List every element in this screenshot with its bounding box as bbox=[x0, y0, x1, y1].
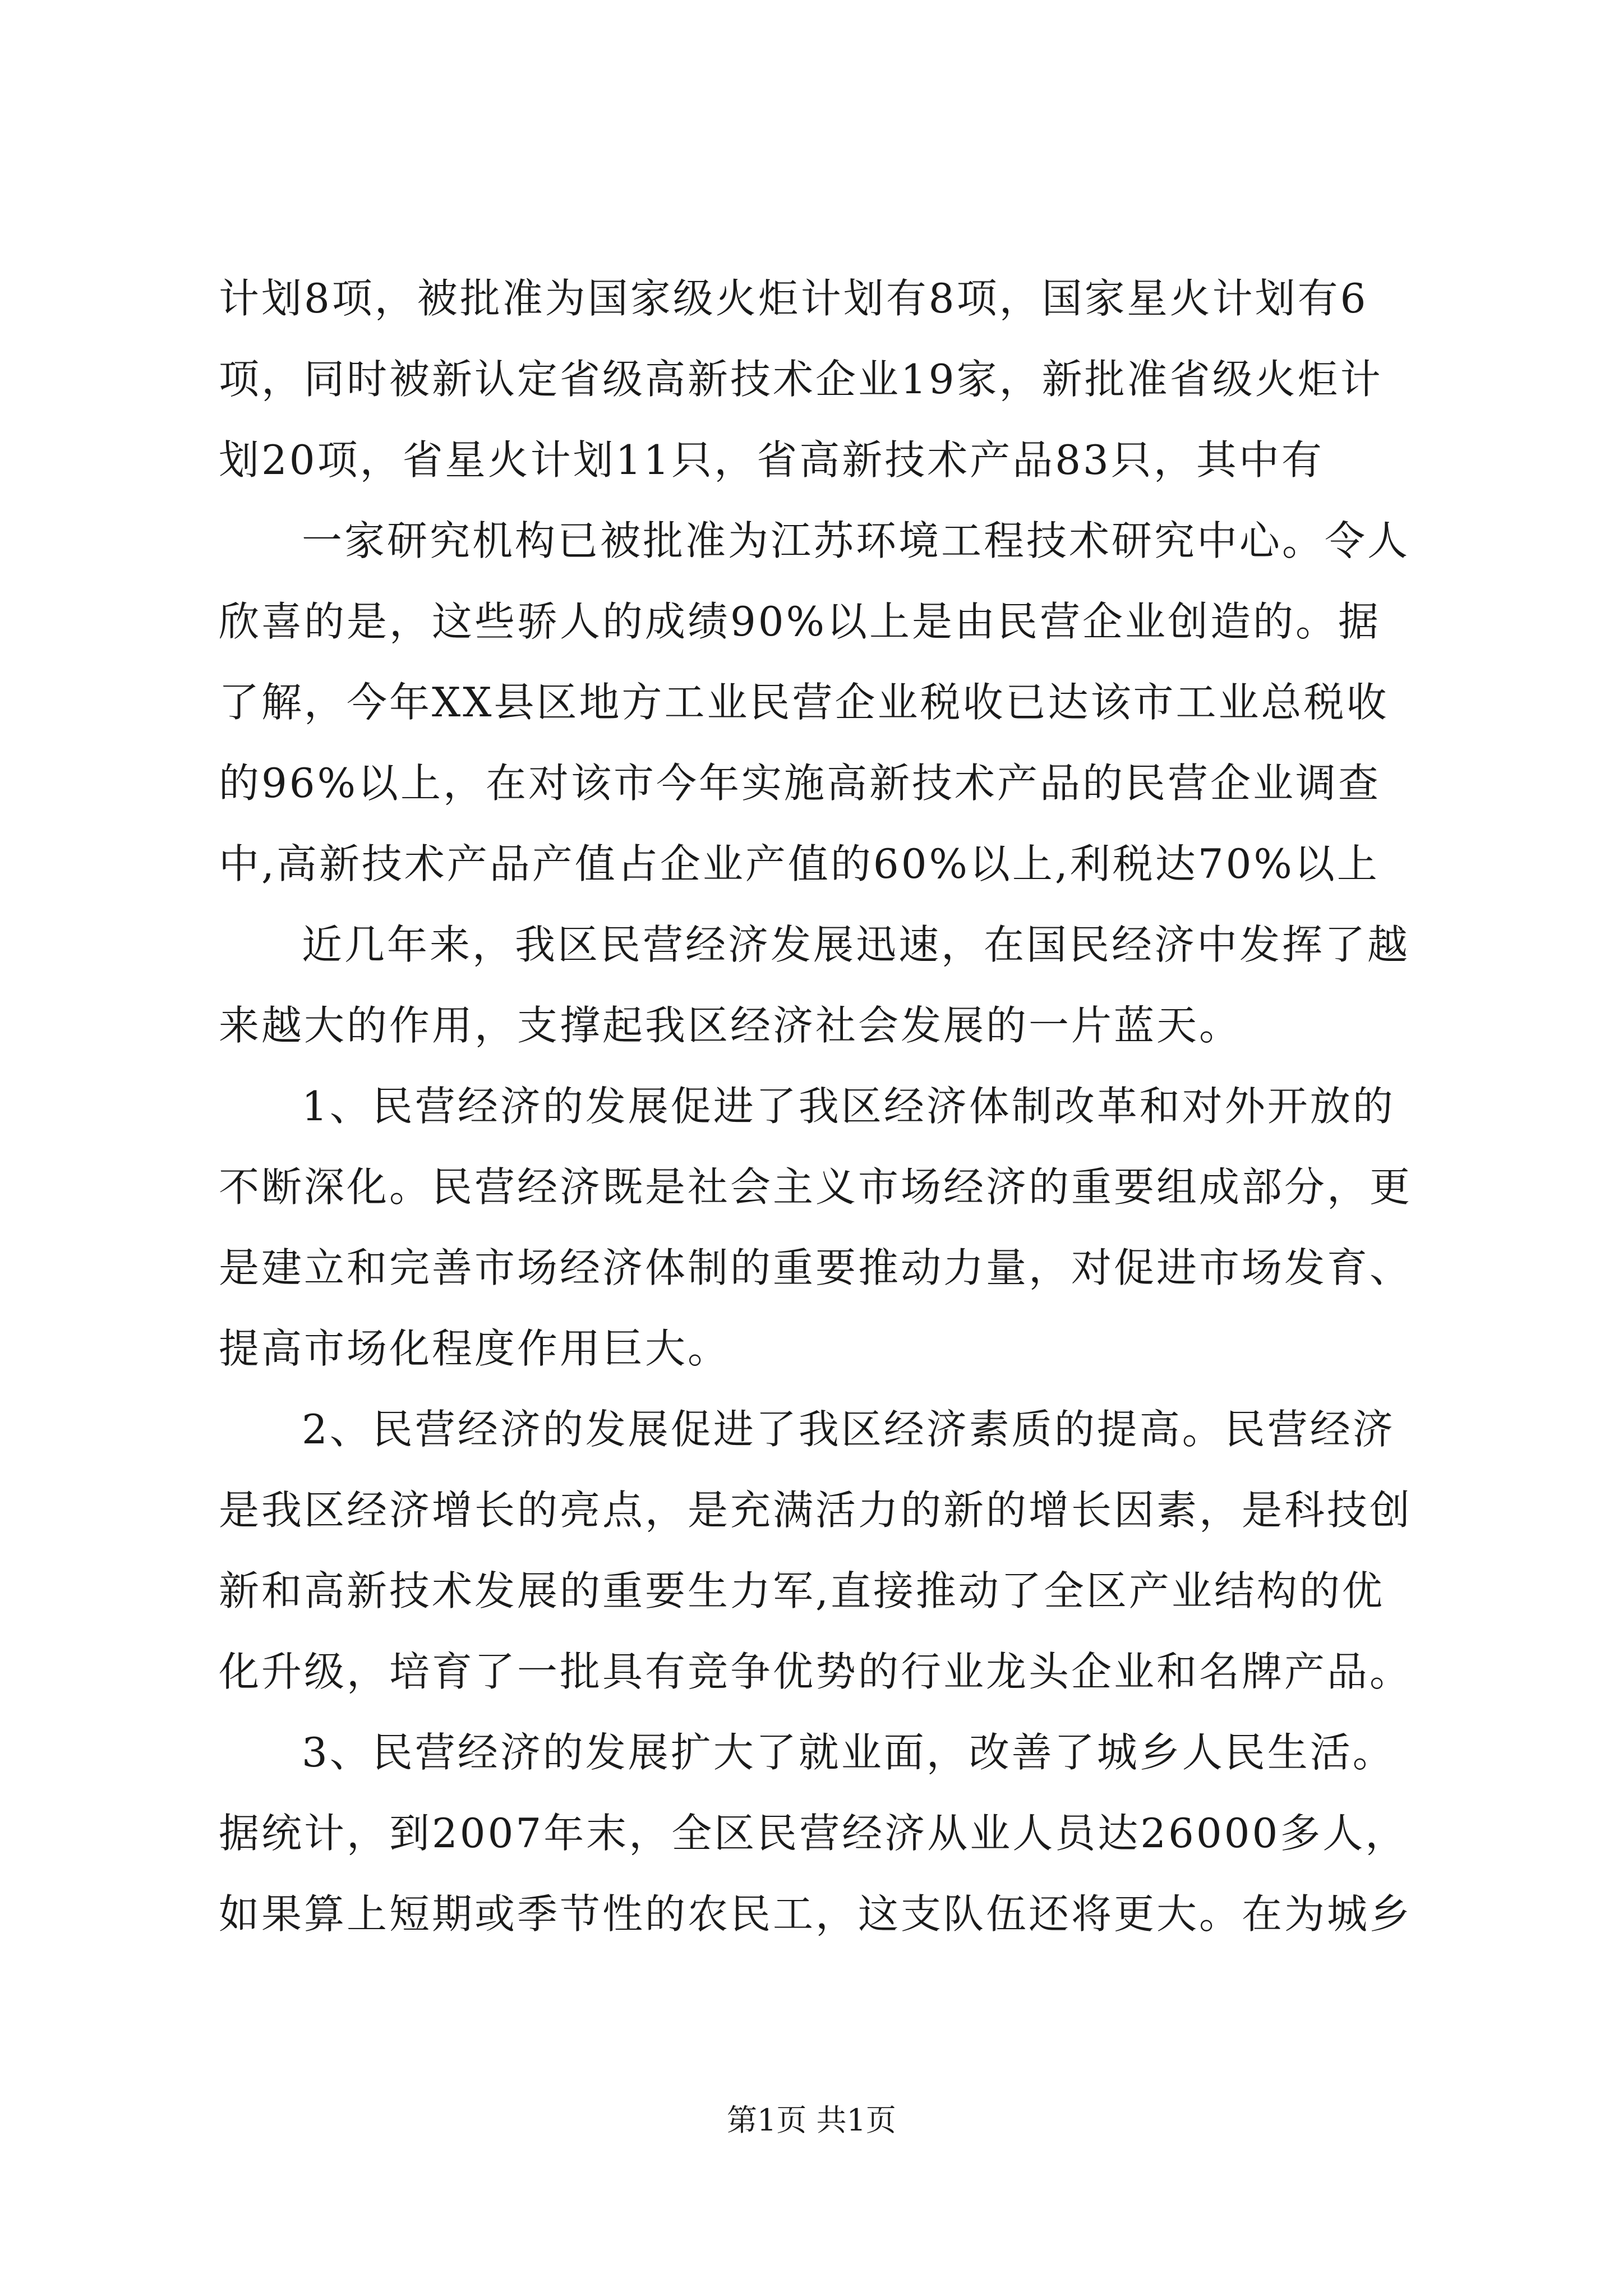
text-line: 来越大的作用，支撑起我区经济社会发展的一片蓝天。 bbox=[219, 1002, 1242, 1049]
text-line: 计划8项，被批准为国家级火炬计划有8项，国家星火计划有6 bbox=[219, 275, 1368, 322]
paragraph-start-line: 2、民营经济的发展促进了我区经济素质的提高。民营经济 bbox=[302, 1406, 1395, 1453]
document-body bbox=[219, 258, 1424, 1954]
paragraph-start-line: 近几年来，我区民营经济发展迅速，在国民经济中发挥了越 bbox=[302, 921, 1410, 968]
text-line: 化升级，培育了一批具有竞争优势的行业龙头企业和名牌产品。 bbox=[219, 1648, 1413, 1695]
text-line: 提高市场化程度作用巨大。 bbox=[219, 1325, 731, 1372]
paragraph-start-line: 1、民营经济的发展促进了我区经济体制改革和对外开放的 bbox=[302, 1083, 1395, 1130]
text-line: 的96%以上，在对该市今年实施高新技术产品的民营企业调查 bbox=[219, 760, 1381, 807]
text-line: 欣喜的是，这些骄人的成绩90%以上是由民营企业创造的。据 bbox=[219, 598, 1381, 645]
text-line: 了解，今年XX县区地方工业民营企业税收已达该市工业总税收 bbox=[219, 679, 1389, 726]
text-line: 不断深化。民营经济既是社会主义市场经济的重要组成部分，更 bbox=[219, 1163, 1413, 1211]
text-line: 新和高新技术发展的重要生力军,直接推动了全区产业结构的优 bbox=[219, 1567, 1385, 1614]
text-line: 如果算上短期或季节性的农民工，这支队伍还将更大。在为城乡 bbox=[219, 1890, 1413, 1938]
text-line: 是建立和完善市场经济体制的重要推动力量，对促进市场发育、 bbox=[219, 1244, 1413, 1291]
text-line: 划20项，省星火计划11只，省高新技术产品83只，其中有 bbox=[219, 436, 1324, 484]
page-footer bbox=[0, 2101, 1623, 2140]
text-line: 中,高新技术产品产值占企业产值的60%以上,利税达70%以上 bbox=[219, 840, 1380, 887]
text-line: 项，同时被新认定省级高新技术企业19家，新批准省级火炬计 bbox=[219, 356, 1383, 403]
page-number-label: 第1页 共1页 bbox=[727, 2102, 896, 2138]
text-line: 是我区经济增长的亮点，是充满活力的新的增长因素，是科技创 bbox=[219, 1487, 1413, 1534]
paragraph-start-line: 一家研究机构已被批准为江苏环境工程技术研究中心。令人 bbox=[302, 517, 1410, 564]
text-line: 据统计，到2007年末，全区民营经济从业人员达26000多人， bbox=[219, 1810, 1408, 1857]
paragraph-start-line: 3、民营经济的发展扩大了就业面，改善了城乡人民生活。 bbox=[302, 1729, 1395, 1776]
